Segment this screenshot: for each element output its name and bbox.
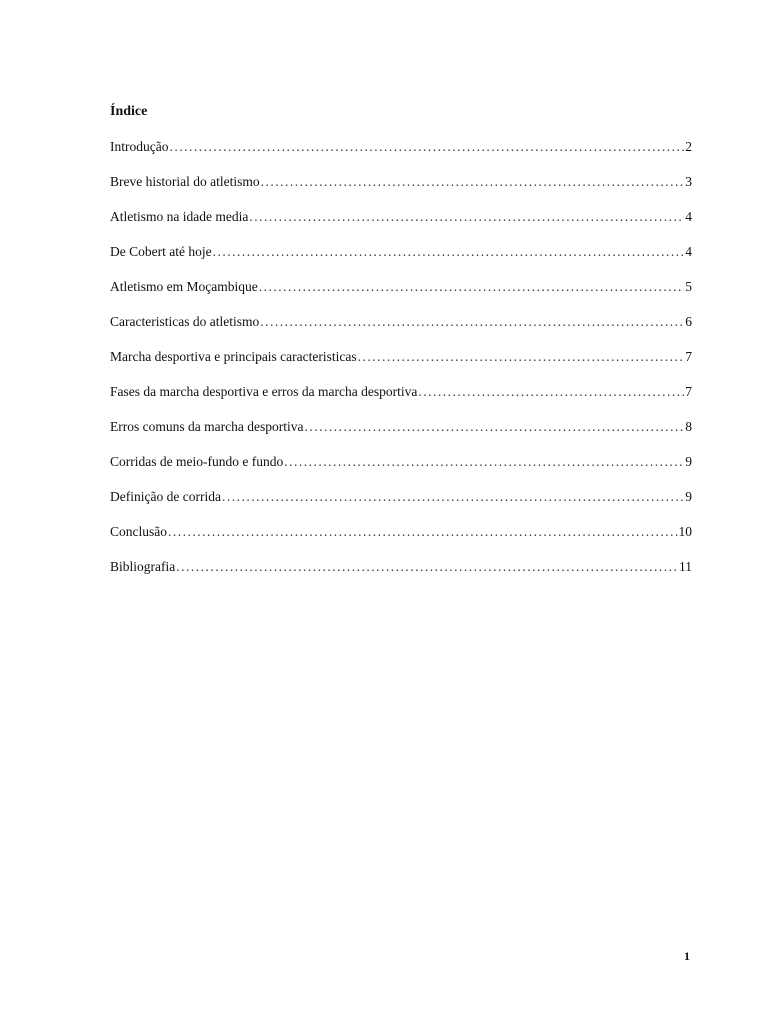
toc-entry-label: Breve historial do atletismo	[110, 174, 260, 189]
toc-title: Índice	[110, 104, 148, 119]
toc-entry-page: 2	[685, 139, 692, 154]
toc-entry-page: 7	[685, 349, 692, 364]
dot-leader	[259, 277, 685, 297]
toc-entry	[110, 242, 692, 277]
toc-entry	[110, 312, 692, 347]
toc-entry	[110, 452, 692, 487]
toc-entry	[110, 137, 692, 172]
toc-entry-label: Definição de corrida	[110, 489, 221, 504]
toc-entry-label: Atletismo na idade media	[110, 209, 249, 224]
toc-entry	[110, 347, 692, 382]
toc-entry-label: De Cobert até hoje	[110, 244, 212, 259]
toc-entry-page: 4	[685, 244, 692, 259]
toc-entry-label: Erros comuns da marcha desportiva	[110, 419, 304, 434]
toc-entry-label: Bibliografia	[110, 559, 176, 574]
dot-leader	[260, 312, 684, 332]
toc-entry-page: 11	[679, 559, 692, 574]
toc-entry-page: 5	[685, 279, 692, 294]
toc-entry-page: 4	[685, 209, 692, 224]
toc-entry-page: 3	[685, 174, 692, 189]
dot-leader	[358, 347, 685, 367]
toc-entry-page: 7	[685, 384, 692, 399]
toc-entry-label: Conclusão	[110, 524, 167, 539]
toc-entry-page: 10	[678, 524, 692, 539]
toc-entry-label: Introdução	[110, 139, 169, 154]
dot-leader	[304, 417, 684, 437]
toc-entry-label: Atletismo em Moçambique	[110, 279, 258, 294]
toc-entry-label: Caracteristicas do atletismo	[110, 314, 260, 329]
toc-entry	[110, 557, 692, 592]
dot-leader	[169, 137, 684, 157]
dot-leader	[418, 382, 684, 402]
dot-leader	[213, 242, 685, 262]
toc-entry-label: Corridas de meio-fundo e fundo	[110, 454, 284, 469]
toc-entry	[110, 382, 692, 417]
dot-leader	[261, 172, 685, 192]
toc-entry-page: 9	[685, 454, 692, 469]
dot-leader	[249, 207, 684, 227]
toc-entry	[110, 172, 692, 207]
toc-entry	[110, 207, 692, 242]
toc-entry-page: 6	[685, 314, 692, 329]
toc-entry-page: 8	[685, 419, 692, 434]
toc-entry-label: Fases da marcha desportiva e erros da marcha desportiva	[110, 384, 418, 399]
dot-leader	[176, 557, 678, 577]
toc-entry	[110, 277, 692, 312]
toc-entry	[110, 417, 692, 452]
page-number: 1	[684, 949, 690, 963]
dot-leader	[168, 522, 678, 542]
toc-entry	[110, 522, 692, 557]
dot-leader	[222, 487, 684, 507]
table-of-contents	[110, 137, 692, 592]
toc-entry	[110, 487, 692, 522]
dot-leader	[284, 452, 684, 472]
toc-entry-label: Marcha desportiva e principais caracteristicas	[110, 349, 357, 364]
toc-entry-page: 9	[685, 489, 692, 504]
